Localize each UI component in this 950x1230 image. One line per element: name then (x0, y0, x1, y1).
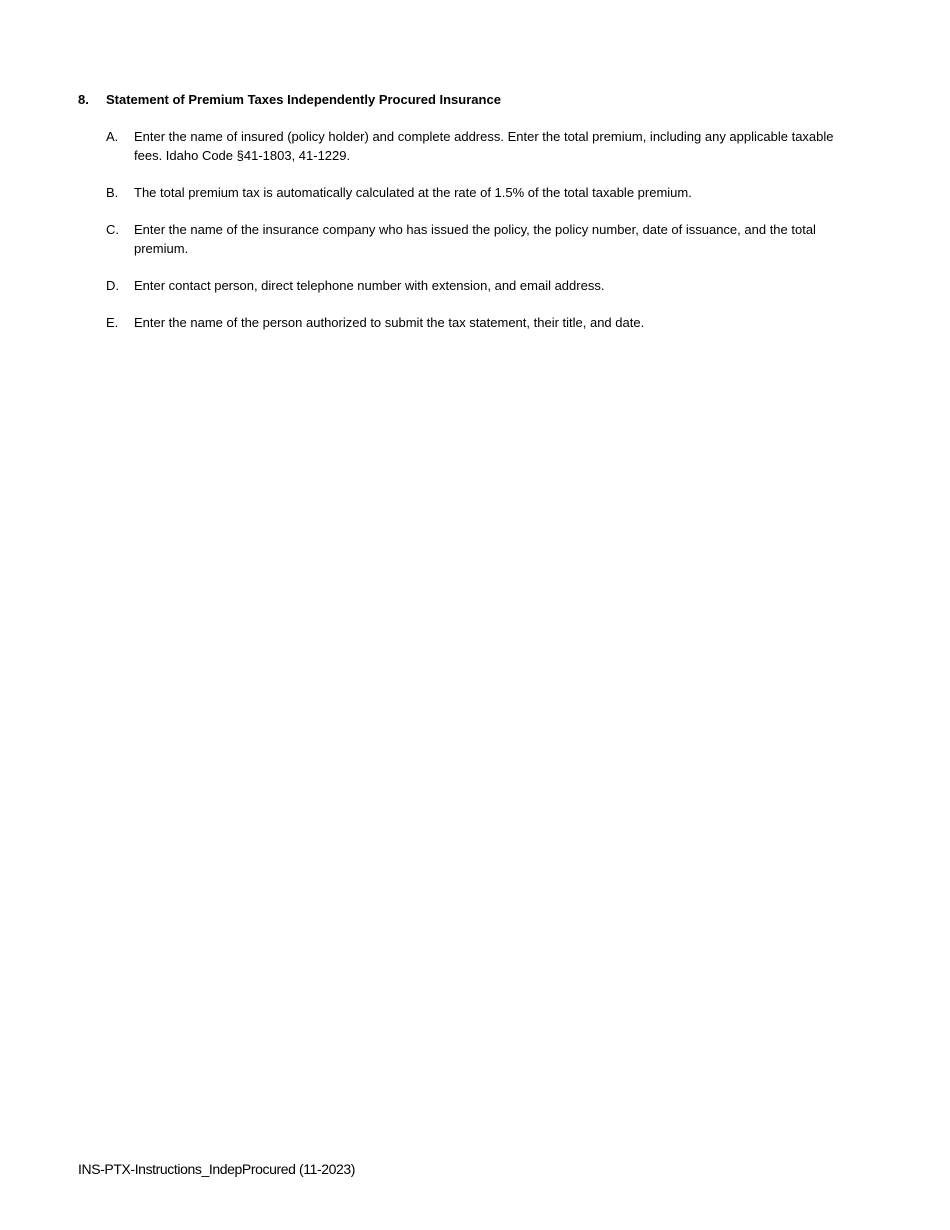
instruction-item (78, 127, 878, 165)
item-letter: B. (106, 185, 119, 200)
instruction-item (78, 313, 878, 332)
item-text: Enter contact person, direct telephone number with extension, and email address. (134, 278, 605, 293)
item-letter: E. (106, 315, 119, 330)
instruction-section (78, 90, 878, 350)
section-heading (78, 90, 878, 109)
item-letter: C. (106, 222, 119, 237)
section-number: 8. (78, 92, 89, 107)
instruction-item (78, 220, 878, 258)
item-text: Enter the name of the person authorized to submit the tax statement, their title, and date. (134, 315, 645, 330)
instruction-item (78, 183, 878, 202)
instruction-item (78, 276, 878, 295)
section-title: Statement of Premium Taxes Independently Procured Insurance (106, 92, 501, 107)
item-text: Enter the name of the insurance company who has issued the policy, the policy number, date of issuance, and the total premium. (134, 222, 816, 256)
item-letter: D. (106, 278, 119, 293)
form-footer: INS-PTX-Instructions_IndepProcured (11-2023) (78, 1161, 356, 1177)
item-text: Enter the name of insured (policy holder) and complete address. Enter the total premium, including any applicable taxable fees. Idaho Code §41-1803, 41-1229. (134, 129, 834, 163)
item-text: The total premium tax is automatically calculated at the rate of 1.5% of the total taxable premium. (134, 185, 692, 200)
item-letter: A. (106, 129, 119, 144)
instruction-list (78, 127, 878, 332)
